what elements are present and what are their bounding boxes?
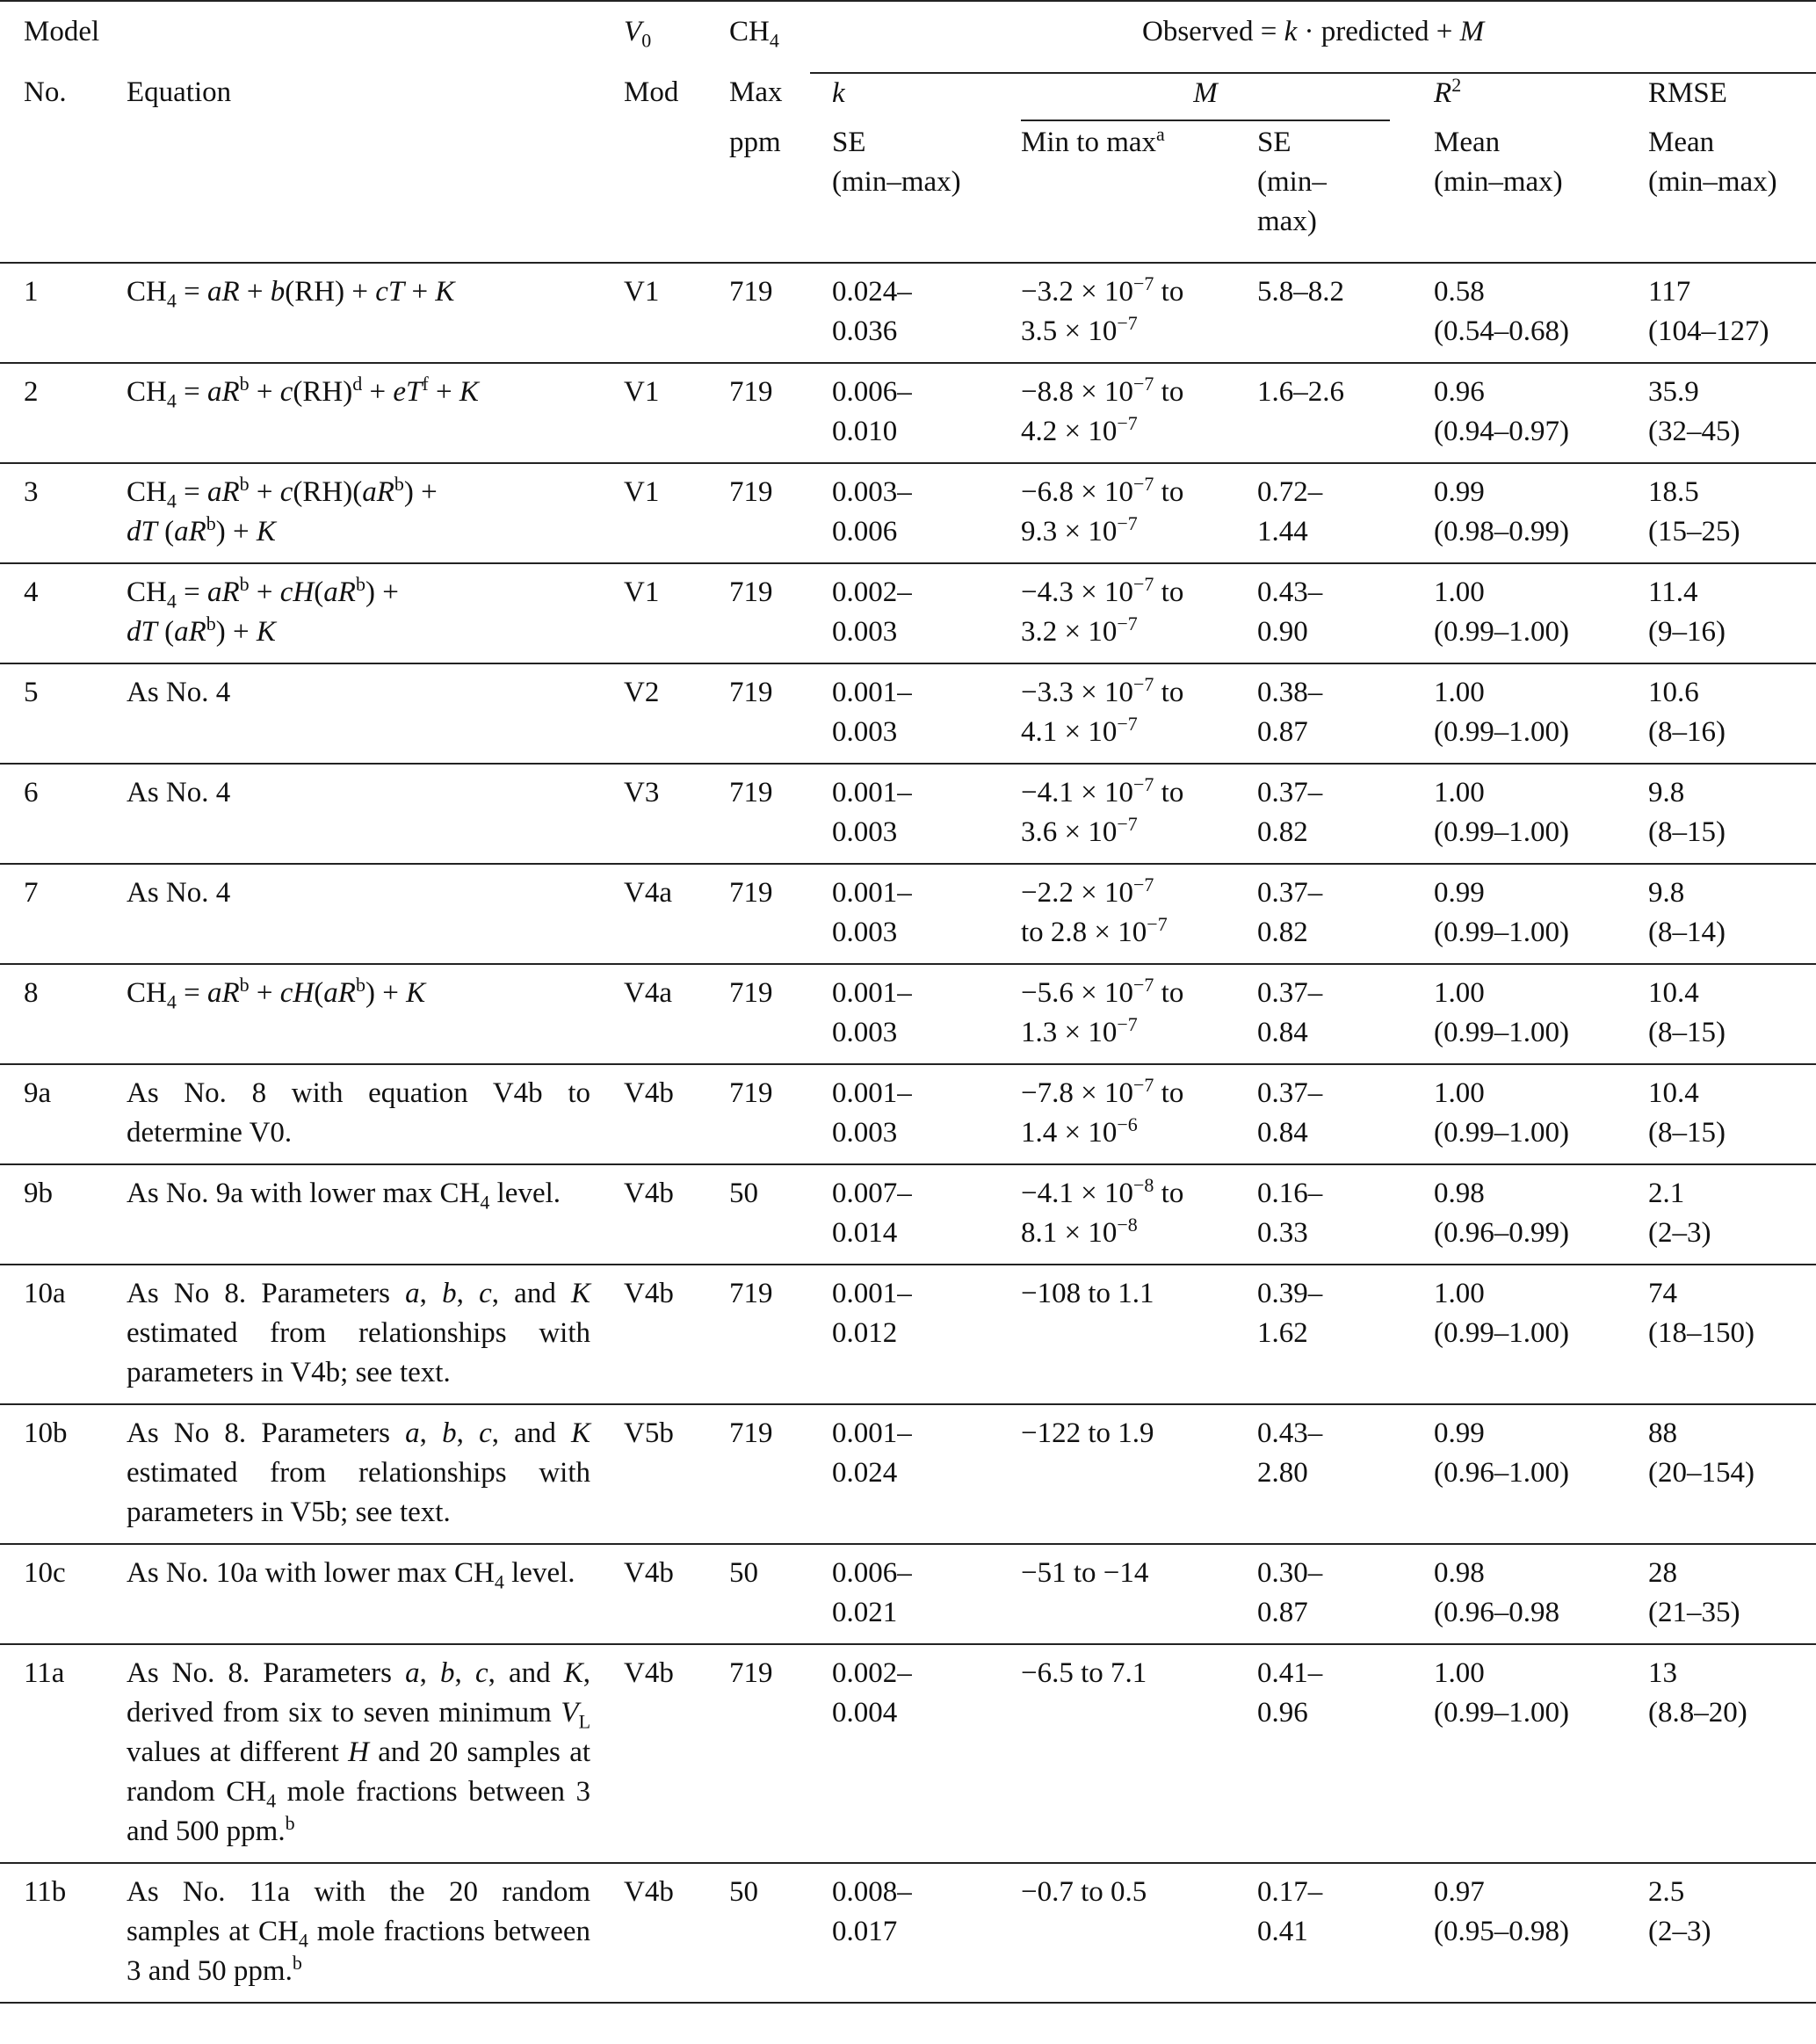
header-row-1 xyxy=(0,1,1816,73)
cell-min-to-max: −6.5 to 7.1 xyxy=(999,1644,1241,1863)
cell-no: 11a xyxy=(0,1644,127,1863)
cell-equation: $CH_4 = aR^b + c(RH)(aR^b)$ + dT $(aR^b) + K$ xyxy=(127,463,624,563)
cell-m-se: 0.43– 0.90 xyxy=(1241,563,1412,663)
cell-min-to-max: $-2.2 \times 10^{-7}$ to $2.8 \times 10^{-7}$ xyxy=(999,864,1241,964)
cell-r2: 0.99 (0.98–0.99) xyxy=(1412,463,1626,563)
cell-min-to-max: $-4.1 \times 10^{-7}$ to $3.6 \times 10^{-7}$ xyxy=(999,764,1241,864)
cell-equation: $CH_4 = aR^b + c(RH)^d + eT^f + K$ xyxy=(127,363,624,463)
cell-r2: 1.00 (0.99–1.00) xyxy=(1412,1064,1626,1164)
cell-rmse: 28 (21–35) xyxy=(1626,1544,1816,1644)
cell-k-se: 0.001– 0.024 xyxy=(810,1404,999,1544)
cell-max: 719 xyxy=(729,764,810,864)
cell-k-se: 0.001– 0.003 xyxy=(810,964,999,1064)
table-row xyxy=(0,1404,1816,1544)
header-row-3 xyxy=(0,121,1816,263)
cell-rmse: 117 (104–127) xyxy=(1626,263,1816,363)
header-k: k xyxy=(832,77,845,109)
cell-equation: As No 8. Parameters a, b, c, and K estimated from relationships with parameters in V4b; see text. xyxy=(127,1265,624,1404)
cell-r2: 0.58 (0.54–0.68) xyxy=(1412,263,1626,363)
header-ppm: ppm xyxy=(729,127,781,158)
cell-rmse: 9.8 (8–14) xyxy=(1626,864,1816,964)
table-row xyxy=(0,363,1816,463)
header-r2: $R^2$ xyxy=(1434,74,1462,109)
cell-min-to-max: $-4.1 \times 10^{-8}$ to $8.1 \times 10^{-8}$ xyxy=(999,1164,1241,1265)
cell-equation: $CH_4 = aR^b + cH(aR^b)$ + dT $(aR^b) + K$ xyxy=(127,563,624,663)
table-row xyxy=(0,1064,1816,1164)
cell-min-to-max: $-4.3 \times 10^{-7}$ to $3.2 \times 10^{-7}$ xyxy=(999,563,1241,663)
header-ch4: $CH_4$ xyxy=(729,1,810,73)
cell-m-se: 0.72– 1.44 xyxy=(1241,463,1412,563)
cell-m-se: 1.6–2.6 xyxy=(1241,363,1412,463)
cell-no: 10a xyxy=(0,1265,127,1404)
cell-mod: V5b xyxy=(624,1404,729,1544)
header-m-se: SE (min– max) xyxy=(1257,127,1327,237)
cell-min-to-max: $-7.8 \times 10^{-7}$ to $1.4 \times 10^{-6}$ xyxy=(999,1064,1241,1164)
cell-no: 11b xyxy=(0,1863,127,2003)
header-no: No. xyxy=(24,76,67,108)
cell-r2: 0.96 (0.94–0.97) xyxy=(1412,363,1626,463)
cell-rmse: 88 (20–154) xyxy=(1626,1404,1816,1544)
cell-equation: As No. 8. Parameters a, b, c, and K, derived from six to seven minimum $V_L$ values at different H and 20 samples at random $CH_4$ mole fractions between 3 and 500 ppm.$^b$ xyxy=(127,1644,624,1863)
header-row-2 xyxy=(0,73,1816,121)
cell-max: 719 xyxy=(729,563,810,663)
header-mod: Mod xyxy=(624,76,679,108)
header-rmse-mean: Mean (min–max) xyxy=(1648,127,1777,198)
table-row xyxy=(0,463,1816,563)
table-row xyxy=(0,563,1816,663)
cell-m-se: 0.39– 1.62 xyxy=(1241,1265,1412,1404)
cell-max: 719 xyxy=(729,263,810,363)
cell-min-to-max: $-8.8 \times 10^{-7}$ to $4.2 \times 10^{-7}$ xyxy=(999,363,1241,463)
cell-rmse: 9.8 (8–15) xyxy=(1626,764,1816,864)
cell-max: 719 xyxy=(729,363,810,463)
cell-mod: V4b xyxy=(624,1265,729,1404)
header-m: M xyxy=(999,73,1412,121)
cell-equation: As No. 4 xyxy=(127,764,624,864)
cell-no: 2 xyxy=(0,363,127,463)
cell-m-se: 0.37– 0.84 xyxy=(1241,1064,1412,1164)
cell-max: 719 xyxy=(729,1064,810,1164)
cell-min-to-max: −0.7 to 0.5 xyxy=(999,1863,1241,2003)
header-rmse: RMSE xyxy=(1648,77,1727,109)
cell-k-se: 0.001– 0.003 xyxy=(810,663,999,764)
cell-no: 3 xyxy=(0,463,127,563)
table-row xyxy=(0,964,1816,1064)
cell-k-se: 0.006– 0.021 xyxy=(810,1544,999,1644)
cell-m-se: 0.37– 0.82 xyxy=(1241,864,1412,964)
cell-rmse: 11.4 (9–16) xyxy=(1626,563,1816,663)
header-r2-mean: Mean (min–max) xyxy=(1434,127,1563,198)
cell-r2: 1.00 (0.99–1.00) xyxy=(1412,764,1626,864)
cell-r2: 0.97 (0.95–0.98) xyxy=(1412,1863,1626,2003)
cell-k-se: 0.001– 0.003 xyxy=(810,1064,999,1164)
cell-no: 10b xyxy=(0,1404,127,1544)
cell-rmse: 74 (18–150) xyxy=(1626,1265,1816,1404)
cell-no: 6 xyxy=(0,764,127,864)
header-min-to-max: Min to $\max^a$ xyxy=(1021,123,1165,158)
cell-max: 719 xyxy=(729,864,810,964)
cell-mod: V1 xyxy=(624,363,729,463)
cell-r2: 0.98 (0.96–0.98 xyxy=(1412,1544,1626,1644)
cell-m-se: 0.38– 0.87 xyxy=(1241,663,1412,764)
table-row xyxy=(0,864,1816,964)
cell-no: 9b xyxy=(0,1164,127,1265)
cell-k-se: 0.024– 0.036 xyxy=(810,263,999,363)
cell-max: 719 xyxy=(729,1404,810,1544)
cell-equation: As No. 11a with the 20 random samples at $CH_4$ mole fractions between 3 and 50 ppm.$^b$ xyxy=(127,1863,624,2003)
cell-rmse: 18.5 (15–25) xyxy=(1626,463,1816,563)
cell-k-se: 0.006– 0.010 xyxy=(810,363,999,463)
cell-m-se: 0.17– 0.41 xyxy=(1241,1863,1412,2003)
cell-equation: As No. 8 with equation V4b to determine V0. xyxy=(127,1064,624,1164)
cell-mod: V1 xyxy=(624,563,729,663)
cell-mod: V4b xyxy=(624,1164,729,1265)
cell-mod: V4a xyxy=(624,964,729,1064)
cell-mod: V1 xyxy=(624,263,729,363)
header-equation: Equation xyxy=(127,76,232,108)
table-row xyxy=(0,764,1816,864)
cell-mod: V4a xyxy=(624,864,729,964)
cell-mod: V4b xyxy=(624,1644,729,1863)
cell-min-to-max: $-3.3 \times 10^{-7}$ to $4.1 \times 10^{-7}$ xyxy=(999,663,1241,764)
header-observed-formula: Observed = k · predicted + M xyxy=(810,1,1816,73)
cell-max: 719 xyxy=(729,463,810,563)
cell-k-se: 0.008– 0.017 xyxy=(810,1863,999,2003)
header-model: Model xyxy=(0,1,624,73)
table-row xyxy=(0,1863,1816,2003)
cell-k-se: 0.002– 0.003 xyxy=(810,563,999,663)
cell-r2: 1.00 (0.99–1.00) xyxy=(1412,964,1626,1064)
cell-equation: $CH_4$ = aR + b(RH) + cT + K xyxy=(127,263,624,363)
header-k-se: SE (min–max) xyxy=(832,127,961,198)
cell-k-se: 0.002– 0.004 xyxy=(810,1644,999,1863)
cell-rmse: 35.9 (32–45) xyxy=(1626,363,1816,463)
cell-min-to-max: −51 to −14 xyxy=(999,1544,1241,1644)
cell-mod: V4b xyxy=(624,1863,729,2003)
cell-min-to-max: −122 to 1.9 xyxy=(999,1404,1241,1544)
cell-rmse: 2.5 (2–3) xyxy=(1626,1863,1816,2003)
cell-no: 5 xyxy=(0,663,127,764)
table-row xyxy=(0,663,1816,764)
cell-equation: $CH_4 = aR^b + cH(aR^b) + K$ xyxy=(127,964,624,1064)
cell-max: 719 xyxy=(729,663,810,764)
cell-r2: 1.00 (0.99–1.00) xyxy=(1412,663,1626,764)
cell-r2: 0.99 (0.96–1.00) xyxy=(1412,1404,1626,1544)
cell-k-se: 0.003– 0.006 xyxy=(810,463,999,563)
cell-mod: V1 xyxy=(624,463,729,563)
cell-m-se: 5.8–8.2 xyxy=(1241,263,1412,363)
cell-r2: 1.00 (0.99–1.00) xyxy=(1412,563,1626,663)
cell-min-to-max: $-3.2 \times 10^{-7}$ to $3.5 \times 10^{-7}$ xyxy=(999,263,1241,363)
cell-r2: 0.98 (0.96–0.99) xyxy=(1412,1164,1626,1265)
cell-equation: As No. 10a with lower $\max CH_4$ level. xyxy=(127,1544,624,1644)
cell-m-se: 0.37– 0.82 xyxy=(1241,764,1412,864)
table-row xyxy=(0,263,1816,363)
cell-m-se: 0.43– 2.80 xyxy=(1241,1404,1412,1544)
cell-m-se: 0.30– 0.87 xyxy=(1241,1544,1412,1644)
table-row xyxy=(0,1265,1816,1404)
table-row xyxy=(0,1544,1816,1644)
cell-rmse: 10.4 (8–15) xyxy=(1626,964,1816,1064)
cell-equation: As No. 4 xyxy=(127,864,624,964)
cell-k-se: 0.001– 0.012 xyxy=(810,1265,999,1404)
cell-mod: V3 xyxy=(624,764,729,864)
cell-k-se: 0.007– 0.014 xyxy=(810,1164,999,1265)
cell-max: 50 xyxy=(729,1863,810,2003)
cell-min-to-max: $-5.6 \times 10^{-7}$ to $1.3 \times 10^{-7}$ xyxy=(999,964,1241,1064)
header-max: Max xyxy=(729,76,783,108)
cell-equation: As No. 4 xyxy=(127,663,624,764)
cell-min-to-max: $-6.8 \times 10^{-7}$ to $9.3 \times 10^{-7}$ xyxy=(999,463,1241,563)
cell-min-to-max: −108 to 1.1 xyxy=(999,1265,1241,1404)
cell-mod: V4b xyxy=(624,1544,729,1644)
cell-rmse: 10.4 (8–15) xyxy=(1626,1064,1816,1164)
cell-equation: As No 8. Parameters a, b, c, and K estimated from relationships with parameters in V5b; see text. xyxy=(127,1404,624,1544)
cell-no: 9a xyxy=(0,1064,127,1164)
cell-mod: V2 xyxy=(624,663,729,764)
cell-no: 1 xyxy=(0,263,127,363)
cell-rmse: 2.1 (2–3) xyxy=(1626,1164,1816,1265)
cell-rmse: 13 (8.8–20) xyxy=(1626,1644,1816,1863)
cell-max: 719 xyxy=(729,1265,810,1404)
cell-no: 8 xyxy=(0,964,127,1064)
cell-max: 50 xyxy=(729,1164,810,1265)
header-v0: $V_0$ xyxy=(624,1,729,73)
cell-m-se: 0.41– 0.96 xyxy=(1241,1644,1412,1863)
cell-mod: V4b xyxy=(624,1064,729,1164)
table-row xyxy=(0,1164,1816,1265)
table-body xyxy=(0,263,1816,2003)
cell-max: 719 xyxy=(729,1644,810,1863)
cell-max: 719 xyxy=(729,964,810,1064)
cell-no: 10c xyxy=(0,1544,127,1644)
cell-r2: 1.00 (0.99–1.00) xyxy=(1412,1265,1626,1404)
cell-rmse: 10.6 (8–16) xyxy=(1626,663,1816,764)
cell-k-se: 0.001– 0.003 xyxy=(810,864,999,964)
table-row xyxy=(0,1644,1816,1863)
cell-k-se: 0.001– 0.003 xyxy=(810,764,999,864)
cell-m-se: 0.37– 0.84 xyxy=(1241,964,1412,1064)
cell-equation: As No. 9a with lower $\max CH_4$ level. xyxy=(127,1164,624,1265)
cell-max: 50 xyxy=(729,1544,810,1644)
cell-no: 4 xyxy=(0,563,127,663)
cell-r2: 0.99 (0.99–1.00) xyxy=(1412,864,1626,964)
cell-m-se: 0.16– 0.33 xyxy=(1241,1164,1412,1265)
cell-r2: 1.00 (0.99–1.00) xyxy=(1412,1644,1626,1863)
cell-no: 7 xyxy=(0,864,127,964)
